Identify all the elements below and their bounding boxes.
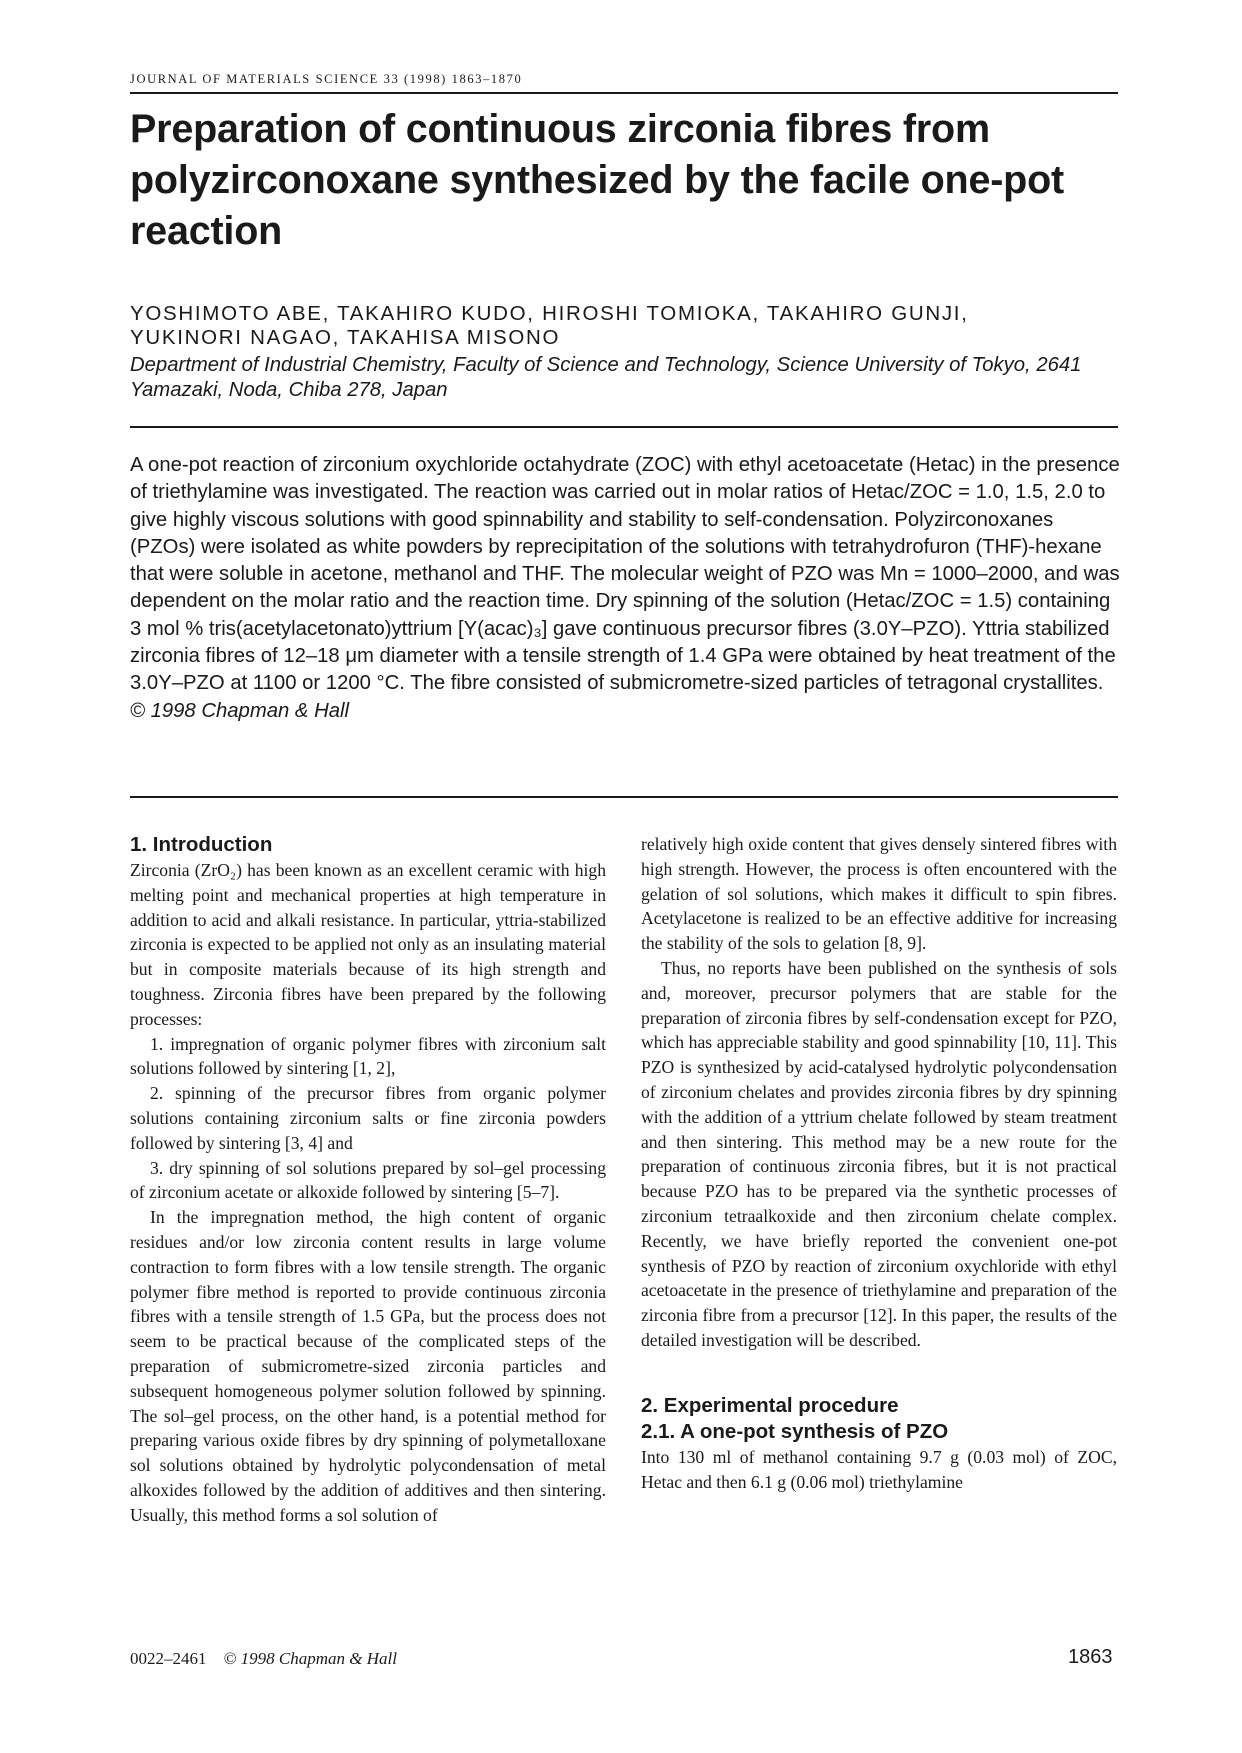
section-heading-experimental: 2. Experimental procedure bbox=[641, 1393, 899, 1417]
authors-line-2: YUKINORI NAGAO, TAKAHISA MISONO bbox=[130, 326, 561, 349]
header-rule bbox=[130, 92, 1118, 94]
footer-copyright: © 1998 Chapman & Hall bbox=[223, 1649, 397, 1668]
journal-header: JOURNAL OF MATERIALS SCIENCE 33 (1998) 1863–1870 bbox=[130, 72, 523, 86]
intro-paragraph-3: relatively high oxide content that gives densely sintered fibres with high strength. However, the process is often encountered with the gelation of sol solutions, which makes it difficult to spin fibres. Acetylacetone is realized to be an effective additive for increasing the stability of the sols to gelation [8, 9]. bbox=[641, 834, 1117, 954]
footer-issn: 0022–2461 bbox=[130, 1649, 207, 1668]
intro-list-item-2: 2. spinning of the precursor fibres from organic polymer solutions containing zirconium salts or fine zirconia powders followed by sintering [3, 4] and bbox=[130, 1083, 606, 1153]
intro-paragraph-2: In the impregnation method, the high content of organic residues and/or low zirconia content results in large volume contraction to form fibres with a low tensile strength. The organic polymer fibre method is reported to provide continuous zirconia fibres with a tensile strength of 1.5 GPa, but the process does not seem to be practical because of the complicated steps of the preparation of submicrometre-sized zirconia particles and subsequent homogeneous polymer solution followed by spinning. The sol–gel process, on the other hand, is a potential method for preparing various oxide fibres by dry spinning of polymetalloxane sol solutions obtained by hydrolytic polycondensation of metal alkoxides followed by the addition of additives and then sintering. Usually, this method forms a sol solution of bbox=[130, 1207, 606, 1525]
experimental-paragraph-1: Into 130 ml of methanol containing 9.7 g (0.03 mol) of ZOC, Hetac and then 6.1 g (0.06 mol) triethylamine bbox=[641, 1446, 1117, 1492]
intro-paragraph-1: Zirconia (ZrO₂) has been known as an excellent ceramic with high melting point and mechanical properties at high temperature in addition to acid and alkali resistance. In particular, yttria-stabilized zirconia is expected to be applied not only as an insulating material but in composite materials because of its high strength and toughness. Zirconia fibres have been prepared by the following processes: bbox=[130, 860, 606, 1029]
intro-list-item-1: 1. impregnation of organic polymer fibres with zirconium salt solutions followed by sintering [1, 2], bbox=[130, 1033, 606, 1079]
abstract-top-rule bbox=[130, 426, 1118, 428]
abstract-copyright: © 1998 Chapman & Hall bbox=[130, 699, 350, 722]
authors-line-1: YOSHIMOTO ABE, TAKAHIRO KUDO, HIROSHI TOMIOKA, TAKAHIRO GUNJI, bbox=[130, 302, 969, 325]
footer-issn-copyright bbox=[130, 1649, 397, 1669]
affiliation: Department of Industrial Chemistry, Faculty of Science and Technology, Science University of Tokyo, 2641 Yamazaki, Noda, Chiba 278, Japan bbox=[130, 354, 1082, 401]
abstract-bottom-rule bbox=[130, 796, 1118, 798]
paper-title: Preparation of continuous zirconia fibres from polyzirconoxane synthesized by the facile one-pot reaction bbox=[130, 107, 1064, 253]
intro-list-item-3: 3. dry spinning of sol solutions prepared by sol–gel processing of zirconium acetate or alkoxide followed by sintering [5–7]. bbox=[130, 1157, 606, 1203]
abstract bbox=[130, 452, 1120, 725]
right-column bbox=[641, 832, 1117, 1494]
intro-paragraph-4: Thus, no reports have been published on the synthesis of sols and, moreover, precursor polymers that are stable for the preparation of zirconia fibres by self-condensation except for PZO, which has appreciable stability and good spinnability [10, 11]. This PZO is synthesized by acid-catalysed hydrolytic polycondensation of zirconium chelates and provides zirconia fibres by dry spinning with the addition of a yttrium chelate followed by steam treatment and then sintering. This method may be a new route for the preparation of continuous zirconia fibres, but it is not practical because PZO has to be prepared via the synthetic processes of zirconium tetraalkoxide and then zirconium chelate complex. Recently, we have briefly reported the convenient one-pot synthesis of PZO by reaction of zirconium oxychloride with ethyl acetoacetate in the presence of triethylamine and preparation of the zirconia fibre from a precursor [12]. In this paper, the results of the detailed investigation will be described. bbox=[641, 957, 1117, 1350]
page-number: 1863 bbox=[1068, 1646, 1113, 1668]
section-heading-introduction: 1. Introduction bbox=[130, 833, 273, 856]
author-list bbox=[130, 302, 1120, 350]
abstract-text: A one-pot reaction of zirconium oxychloride octahydrate (ZOC) with ethyl acetoacetate (Hetac) in the presence of triethylamine was investigated. The reaction was carried out in molar ratios of Hetac/ZOC = 1.0, 1.5, 2.0 to give highly viscous solutions with good spinnability and stability to self-condensation. Polyzirconoxanes (PZOs) were isolated as white powders by reprecipitation of the solutions with tetrahydrofuron (THF)-hexane that were soluble in acetone, methanol and THF. The molecular weight of PZO was Mn = 1000–2000, and was dependent on the molar ratio and the reaction time. Dry spinning of the solution (Hetac/ZOC = 1.5) containing 3 mol % tris(acetylacetonato)yttrium [Y(acac)₃] gave continuous precursor fibres (3.0Y–PZO). Yttria stabilized zirconia fibres of 12–18 μm diameter with a tensile strength of 1.4 GPa were obtained by heat treatment of the 3.0Y–PZO at 1100 or 1200 °C. The fibre consisted of submicrometre-sized particles of tetragonal crystallites. bbox=[130, 454, 1120, 695]
left-column bbox=[130, 832, 606, 1528]
subsection-heading-synthesis: 2.1. A one-pot synthesis of PZO bbox=[641, 1419, 949, 1443]
